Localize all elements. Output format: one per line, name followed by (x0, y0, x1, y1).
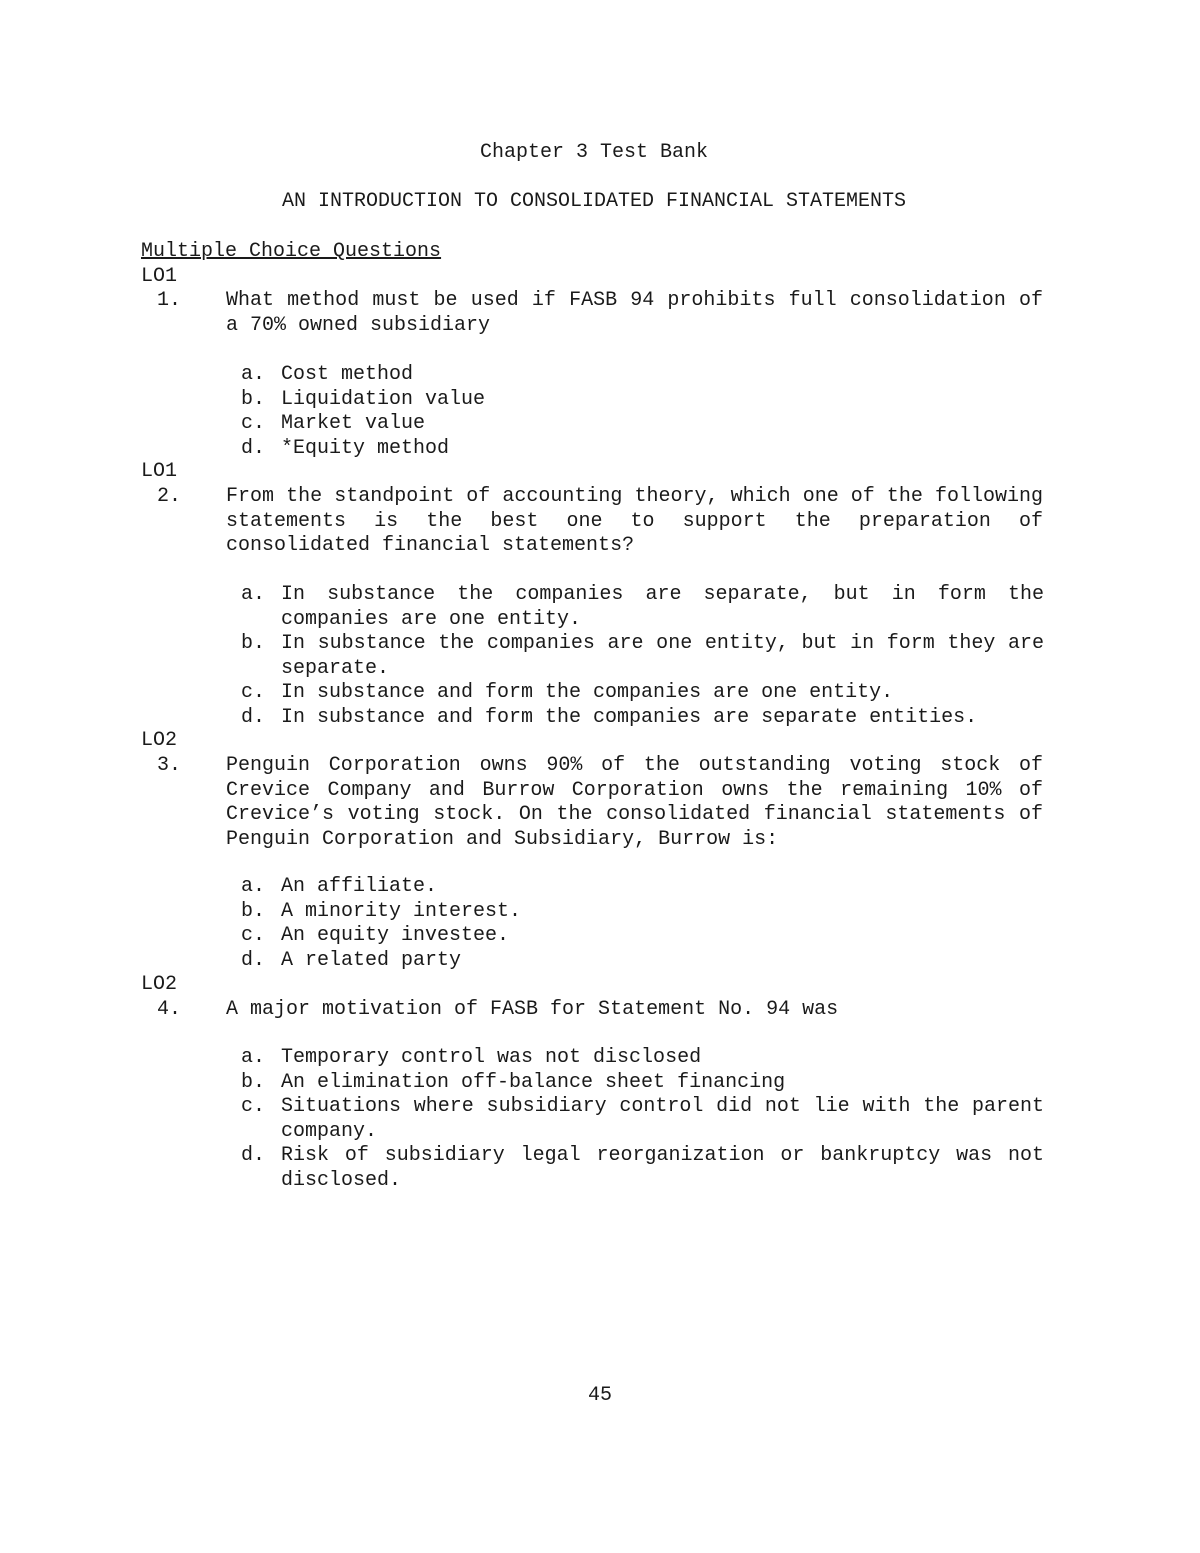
answer-options (241, 875, 1044, 973)
question-number: 3. (157, 754, 182, 777)
answer-option (241, 1071, 1044, 1096)
answer-option (241, 1046, 1044, 1071)
answer-options (241, 1046, 1044, 1193)
answer-option (241, 583, 1044, 632)
option-letter: c. (241, 412, 266, 435)
page-number: 45 (587, 1384, 612, 1407)
option-text: Situations where subsidiary control did not lie with the parent company. (281, 1095, 1044, 1143)
answer-options (241, 363, 1044, 461)
option-letter: d. (241, 948, 266, 972)
answer-option (241, 632, 1044, 681)
option-text: A minority interest. (281, 899, 522, 923)
answer-option (241, 437, 1044, 462)
option-text: In substance and form the companies are one entity. (281, 681, 894, 704)
question-stem: From the standpoint of accounting theory, which one of the following statements is the best one to support the preparation of consolidated financial statements? (226, 485, 1043, 557)
option-letter: d. (241, 1144, 266, 1167)
option-text: A related party (281, 948, 462, 972)
question-stem: A major motivation of FASB for Statement No. 94 was (226, 998, 839, 1021)
document-title: Chapter 3 Test Bank (479, 141, 709, 164)
option-text: An affiliate. (281, 875, 438, 898)
answer-option (241, 875, 1044, 900)
option-text: An elimination off-balance sheet financing (281, 1070, 786, 1094)
learning-objective-label: LO1 (141, 460, 178, 483)
answer-option (241, 363, 1044, 388)
option-letter: b. (241, 387, 266, 411)
section-heading: Multiple Choice Questions (141, 240, 442, 263)
option-letter: a. (241, 875, 266, 898)
option-letter: b. (241, 1070, 266, 1094)
option-letter: d. (241, 705, 266, 729)
option-letter: c. (241, 924, 266, 947)
answer-option (241, 388, 1044, 413)
answer-option (241, 412, 1044, 437)
option-text: *Equity method (281, 436, 450, 460)
answer-option (241, 681, 1044, 706)
option-letter: a. (241, 583, 266, 606)
option-letter: b. (241, 632, 266, 655)
option-letter: b. (241, 899, 266, 923)
option-text: In substance and form the companies are separate entities. (281, 705, 978, 729)
question-stem: Penguin Corporation owns 90% of the outstanding voting stock of Crevice Company and Burrow Corporation owns the remaining 10% of Crevice’s voting stock. On the consolidated financial statements of Penguin Corporation and Subsidiary, Burrow is: (226, 754, 1043, 851)
question-number: 2. (157, 485, 182, 508)
answer-option (241, 900, 1044, 925)
question-number: 1. (157, 289, 182, 312)
option-text: Cost method (281, 363, 414, 386)
learning-objective-label: LO2 (141, 729, 178, 752)
document-subtitle: AN INTRODUCTION TO CONSOLIDATED FINANCIAL STATEMENTS (281, 190, 907, 213)
question-number: 4. (157, 998, 182, 1021)
option-text: Liquidation value (281, 387, 486, 411)
learning-objective-label: LO2 (141, 973, 178, 996)
answer-options (241, 583, 1044, 730)
question-stem: What method must be used if FASB 94 prohibits full consolidation of a 70% owned subsidiary (226, 289, 1043, 337)
option-letter: a. (241, 1046, 266, 1069)
answer-option (241, 924, 1044, 949)
answer-option (241, 1095, 1044, 1144)
option-text: Temporary control was not disclosed (281, 1046, 702, 1069)
option-letter: a. (241, 363, 266, 386)
option-text: An equity investee. (281, 924, 510, 947)
option-letter: c. (241, 1095, 266, 1118)
answer-option (241, 949, 1044, 974)
answer-option (241, 1144, 1044, 1193)
option-letter: d. (241, 436, 266, 460)
option-text: In substance the companies are separate, but in form the companies are one entity. (281, 583, 1044, 631)
option-text: In substance the companies are one entity, but in form they are separate. (281, 632, 1044, 680)
answer-option (241, 706, 1044, 731)
learning-objective-label: LO1 (141, 265, 178, 288)
option-text: Risk of subsidiary legal reorganization or bankruptcy was not disclosed. (281, 1144, 1044, 1192)
option-text: Market value (281, 412, 426, 435)
option-letter: c. (241, 681, 266, 704)
